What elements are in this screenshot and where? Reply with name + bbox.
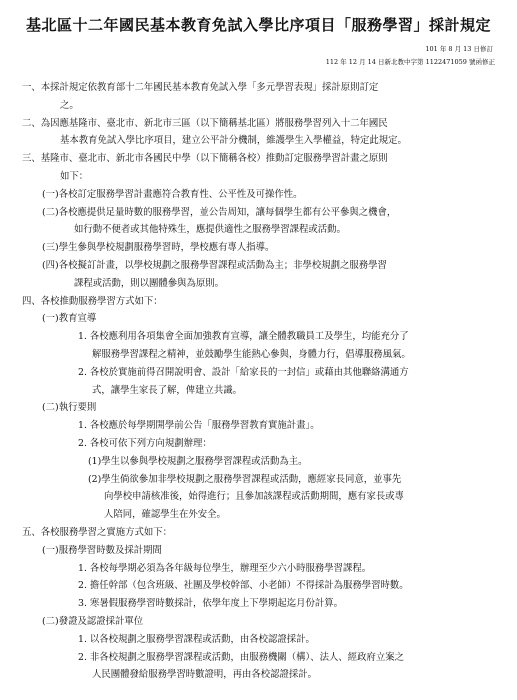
document-title: 基北區十二年國民基本教育免試入學比序項目「服務學習」採計規定 bbox=[25, 16, 491, 34]
section-5-sub-1-item-1: 1. 各校每學期必須為各年級每位學生，辦理至少六小時服務學習課程。 bbox=[78, 562, 372, 574]
section-3-cont: 如下： bbox=[60, 170, 89, 182]
section-4-sub-1-item-1-cont: 解服務學習課程之精神，並鼓勵學生能熱心參與，身體力行，倡導服務風氣。 bbox=[92, 348, 411, 360]
section-4-sub-1-item-1: 1. 各校應利用各項集會全面加強教育宣導，讓全體教職員工及學生，均能充分了 bbox=[78, 331, 409, 343]
section-4-sub-1-item-2-cont: 式，讓學生家長了解，俾建立共識。 bbox=[92, 384, 243, 396]
revision-reference: 112 年 12 月 14 日新北教中字第 1122471059 號函修正 bbox=[325, 58, 495, 66]
section-4-sub-2-point-2-cont2: 人陪同，確認學生在外安全。 bbox=[104, 509, 226, 521]
section-5-sub-1: (一)服務學習時數及採計期間 bbox=[42, 544, 162, 556]
section-3-item-1: (一)各校訂定服務學習計畫應符合教育性、公平性及可操作性。 bbox=[42, 188, 303, 200]
revision-date: 101 年 8 月 13 日修訂 bbox=[425, 45, 493, 53]
section-5-sub-2-item-1: 1. 以各校規劃之服務學習課程或活動，由各校認證採計。 bbox=[78, 633, 315, 645]
section-1-line: 一、本採計規定依教育部十二年國民基本教育免試入學「多元學習表現」採計原則訂定 bbox=[22, 82, 379, 93]
section-5-sub-1-item-3: 3. 寒暑假服務學習時數採計，依學年度上下學期起迄月份計算。 bbox=[78, 598, 344, 610]
section-3-item-2: (二)各校應提供足量時數的服務學習，並公告周知，讓每個學生都有公平參與之機會， bbox=[42, 206, 397, 218]
section-4-sub-2-item-1: 1. 各校應於每學期開學前公告「服務學習教育實施計畫」。 bbox=[78, 420, 320, 432]
section-4-sub-2-item-2: 2. 各校可依下列方向規劃辦理： bbox=[78, 437, 212, 449]
section-3-item-3: (三)學生參與學校規劃服務學習時，學校應有專人指導。 bbox=[42, 242, 275, 254]
section-4-sub-1-item-2: 2. 各校於實施前得召開說明會、設計「給家長的一封信」或藉由其他聯絡溝通方 bbox=[78, 366, 409, 378]
section-4-sub-1: (一)教育宣導 bbox=[42, 313, 97, 325]
section-4-sub-2-point-2-cont: 向學校申請核准後，始得進行；且參加該課程或活動期間，應有家長或專 bbox=[104, 491, 405, 503]
section-5-line: 五、各校服務學習之實施方式如下： bbox=[22, 526, 173, 538]
section-5-sub-2: (二)發證及認證採計單位 bbox=[42, 615, 144, 627]
section-4-line: 四、各校推動服務學習方式如下： bbox=[22, 295, 163, 307]
section-3-line: 三、基隆市、臺北市、新北市各國民中學（以下簡稱各校）推動訂定服務學習計畫之原則 bbox=[22, 153, 388, 165]
section-3-item-2-cont: 如行動不便者或其他特殊生，應提供適性之服務學習課程或活動。 bbox=[74, 224, 346, 236]
section-3-item-4-cont: 課程或活動，則以團體參與為原則。 bbox=[74, 277, 225, 289]
section-5-sub-2-item-2: 2. 非各校規劃之服務學習課程或活動，由服務機關（構）、法人、經政府立案之 bbox=[78, 651, 404, 663]
section-5-sub-1-item-2: 2. 擔任幹部（包含班級、社團及學校幹部、小老師）不得採計為服務學習時數。 bbox=[78, 580, 409, 592]
section-3-item-4: (四)各校擬訂計畫，以學校規劃之服務學習課程或活動為主；非學校規劃之服務學習 bbox=[42, 259, 387, 271]
section-2-line: 二、為因應基隆市、臺北市、新北市三區（以下簡稱基北區）將服務學習列入十二年國民 bbox=[22, 117, 388, 129]
section-4-sub-2-point-1: (1)學生以參與學校規劃之服務學習課程或活動為主。 bbox=[88, 455, 308, 467]
section-1-cont: 之。 bbox=[60, 99, 79, 111]
section-4-sub-2-point-2: (2)學生倘欲參加非學校規劃之服務學習課程或活動，應經家長同意，並事先 bbox=[88, 473, 402, 485]
section-2-cont: 基本教育免試入學比序項目，建立公平計分機制，維護學生入學權益，特定此規定。 bbox=[60, 135, 407, 147]
section-4-sub-2: (二)執行要則 bbox=[42, 402, 97, 414]
section-5-sub-2-item-2-cont: 人民團體發給服務學習時數證明，再由各校認證採計。 bbox=[92, 669, 318, 681]
